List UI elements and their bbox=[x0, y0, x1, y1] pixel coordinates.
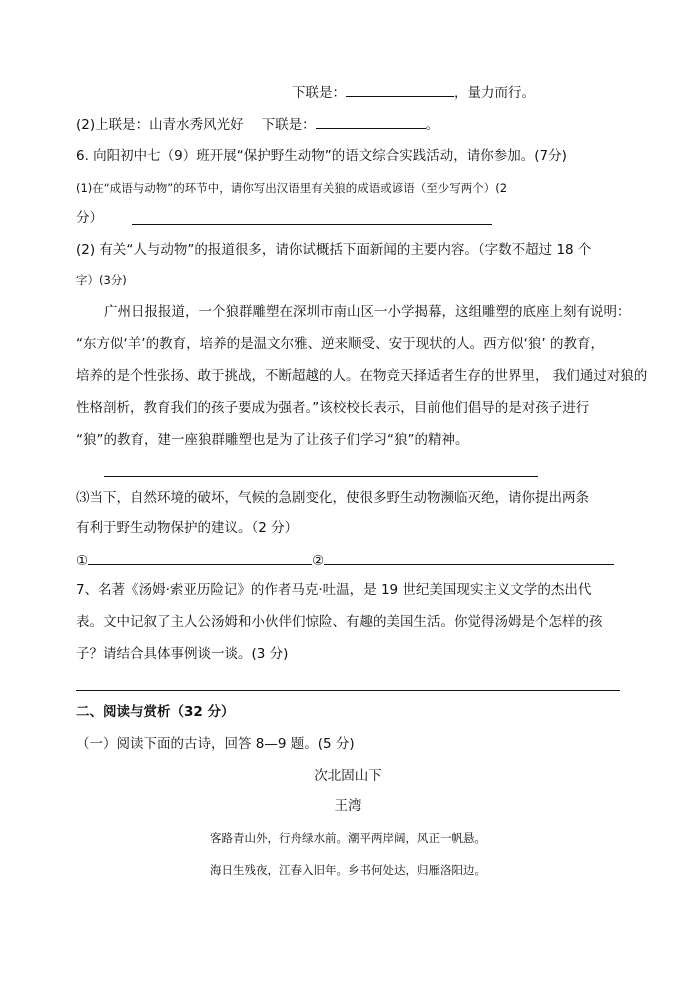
q5-line1-suffix: ，量力而行。 bbox=[454, 85, 535, 101]
q7-line3: 子？请结合具体事例谈一谈。(3 分) bbox=[76, 646, 289, 662]
q5-line2 bbox=[76, 114, 439, 135]
answer-blank[interactable] bbox=[316, 114, 426, 129]
news-line: 性格剖析，教育我们的孩子要成为强者。”该校校长表示，目前他们倡导的是对孩子进行 bbox=[76, 400, 590, 416]
q5-line2-label: 下联是： bbox=[261, 117, 316, 133]
q7-line1: 7、名著《汤姆·索亚历险记》的作者马克·吐温，是 19 世纪美国现实主义文学的杰出代 bbox=[76, 582, 592, 598]
q5-line2-suffix: 。 bbox=[425, 117, 440, 133]
poem-line: 客路青山外，行舟绿水前。潮平两岸阔，风正一帆悬。 bbox=[210, 831, 486, 845]
q6-part3-answers bbox=[76, 550, 614, 571]
news-line: 培养的是个性张扬、敢于挑战，不断超越的人。在物竞天择适者生存的世界里， 我们通过对狼的 bbox=[76, 368, 648, 384]
answer-line[interactable] bbox=[76, 690, 620, 691]
poem-author: 王湾 bbox=[334, 798, 362, 814]
q5-line1-label: 下联是： bbox=[292, 85, 346, 101]
q6-part1-line1: (1)在“成语与动物”的环节中，请你写出汉语里有关狼的成语或谚语（至少写两个）(2 bbox=[76, 181, 508, 195]
q6-part3-line2: 有利于野生动物保护的建议。（2 分） bbox=[76, 520, 299, 536]
answer-blank[interactable] bbox=[324, 550, 614, 565]
poem-line: 海日生残夜，江春入旧年。乡书何处达，归雁洛阳边。 bbox=[210, 863, 486, 877]
q5-line1 bbox=[292, 82, 535, 103]
answer-line[interactable] bbox=[104, 476, 538, 477]
answer-marker-2: ② bbox=[312, 553, 325, 569]
news-line: “狼”的教育，建一座狼群雕塑也是为了让孩子们学习“狼”的精神。 bbox=[76, 432, 469, 448]
q5-line2-prefix: (2)上联是：山青水秀风光好 bbox=[76, 117, 244, 133]
q6-part1-line2 bbox=[76, 208, 103, 228]
poem-title: 次北固山下 bbox=[314, 768, 382, 784]
q6-part2-line2: 字）(3分) bbox=[76, 273, 127, 287]
news-line: 广州日报报道，一个狼群雕塑在深圳市南山区一小学揭幕，这组雕塑的底座上刻有说明： bbox=[104, 304, 631, 320]
q6-stem: 6. 向阳初中七（9）班开展“保护野生动物”的语文综合实践活动，请你参加。(7分) bbox=[76, 148, 567, 164]
answer-blank[interactable] bbox=[346, 82, 454, 97]
answer-marker-1: ① bbox=[76, 553, 89, 569]
answer-blank[interactable] bbox=[88, 550, 312, 565]
q6-part1-line2-text: 分） bbox=[76, 210, 103, 226]
section-subheading: （一）阅读下面的古诗，回答 8—9 题。(5 分) bbox=[76, 736, 355, 752]
q7-line2: 表。文中记叙了主人公汤姆和小伙伴们惊险、有趣的美国生活。你觉得汤姆是个怎样的孩 bbox=[76, 614, 603, 630]
news-line: “东方似‘羊’的教育，培养的是温文尔雅、逆来顺受、安于现状的人。西方似‘狼’ 的教育， bbox=[76, 336, 604, 352]
answer-line[interactable] bbox=[132, 224, 492, 225]
section-heading: 二、阅读与赏析（32 分） bbox=[76, 704, 235, 720]
q6-part2-line1: (2) 有关“人与动物”的报道很多，请你试概括下面新闻的主要内容。（字数不超过 18 个 bbox=[76, 242, 592, 258]
q6-part3-line1: ⑶当下，自然环境的破坏，气候的急剧变化，使很多野生动物濒临灭绝，请你提出两条 bbox=[76, 490, 589, 506]
